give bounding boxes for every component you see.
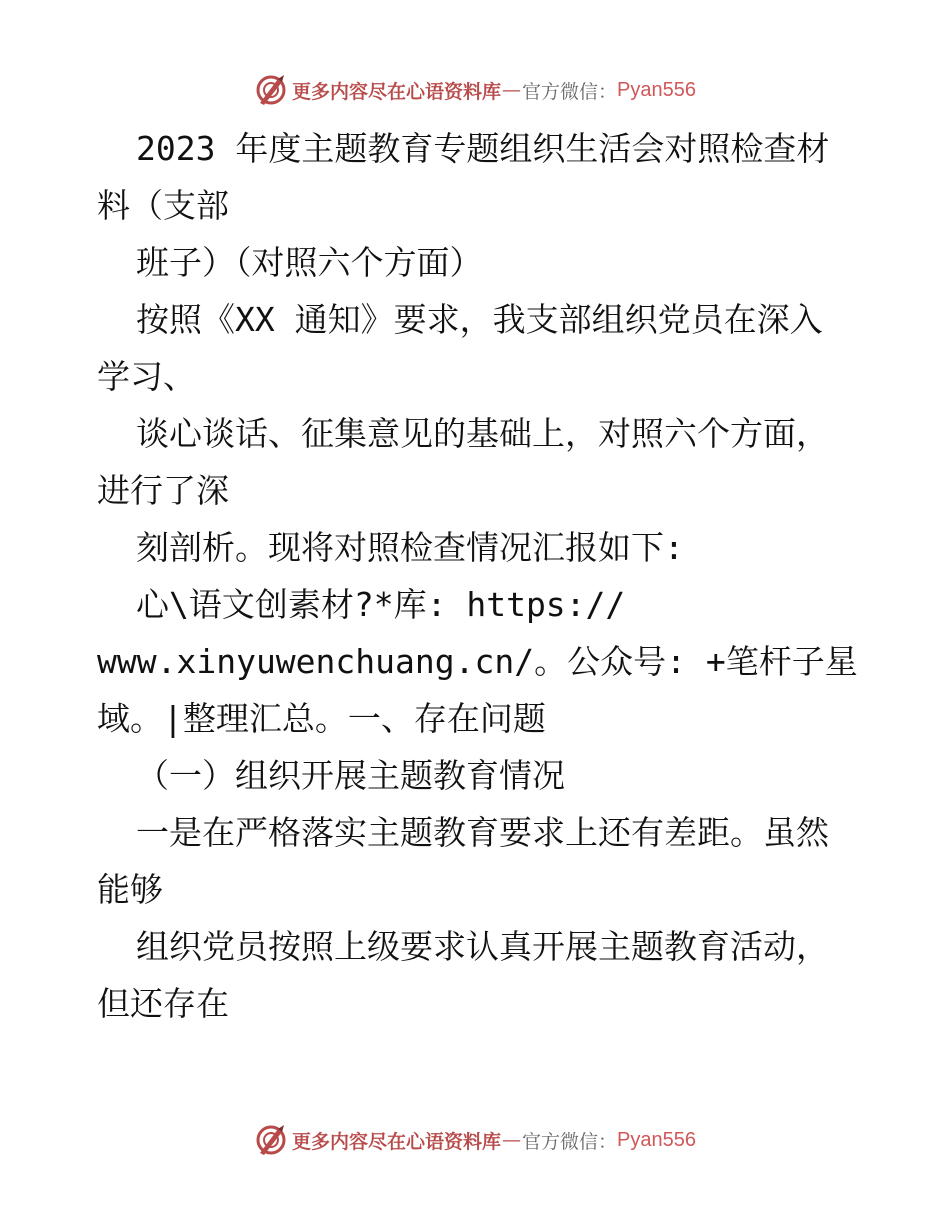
- text-line: 域。|整理汇总。一、存在问题: [97, 699, 546, 738]
- banner-dash: —: [502, 79, 522, 101]
- text-line: 料（支部: [97, 186, 229, 225]
- banner-dash: —: [502, 1129, 522, 1151]
- footer-banner: [0, 1118, 950, 1162]
- header-banner: [0, 68, 950, 112]
- text-line: 2023 年度主题教育专题组织生活会对照检查材: [136, 129, 830, 168]
- text-line: 能够: [97, 870, 163, 909]
- text-line: 心\语文创素材?*库: https://: [136, 585, 626, 624]
- document-body: [97, 120, 877, 1032]
- banner-wechat-id: Pyan556: [617, 1128, 696, 1151]
- pen-circle-logo-icon: [254, 73, 288, 107]
- banner-wechat-id: Pyan556: [617, 78, 696, 101]
- text-line: www.xinyuwenchuang.cn/。公众号: +笔杆子星: [97, 642, 858, 681]
- text-line: 一是在严格落实主题教育要求上还有差距。虽然: [136, 813, 829, 852]
- text-line: 学习、: [97, 357, 196, 396]
- banner-wechat-label: 官方微信：: [522, 80, 618, 103]
- banner-wechat-label: 官方微信：: [522, 1130, 618, 1153]
- text-line: 班子）（对照六个方面）: [136, 243, 483, 282]
- text-line: 组织党员按照上级要求认真开展主题教育活动，: [136, 927, 829, 966]
- banner-slogan: 更多内容尽在心语资料库: [292, 1130, 502, 1153]
- text-line: （一）组织开展主题教育情况: [136, 756, 565, 795]
- banner-slogan: 更多内容尽在心语资料库: [292, 80, 502, 103]
- text-line: 进行了深: [97, 471, 229, 510]
- text-line: 按照《XX 通知》要求，我支部组织党员在深入: [136, 300, 823, 339]
- pen-circle-logo-icon: [254, 1123, 288, 1157]
- text-line: 谈心谈话、征集意见的基础上，对照六个方面，: [136, 414, 829, 453]
- text-line: 但还存在: [97, 984, 229, 1023]
- text-line: 刻剖析。现将对照检查情况汇报如下:: [136, 528, 684, 567]
